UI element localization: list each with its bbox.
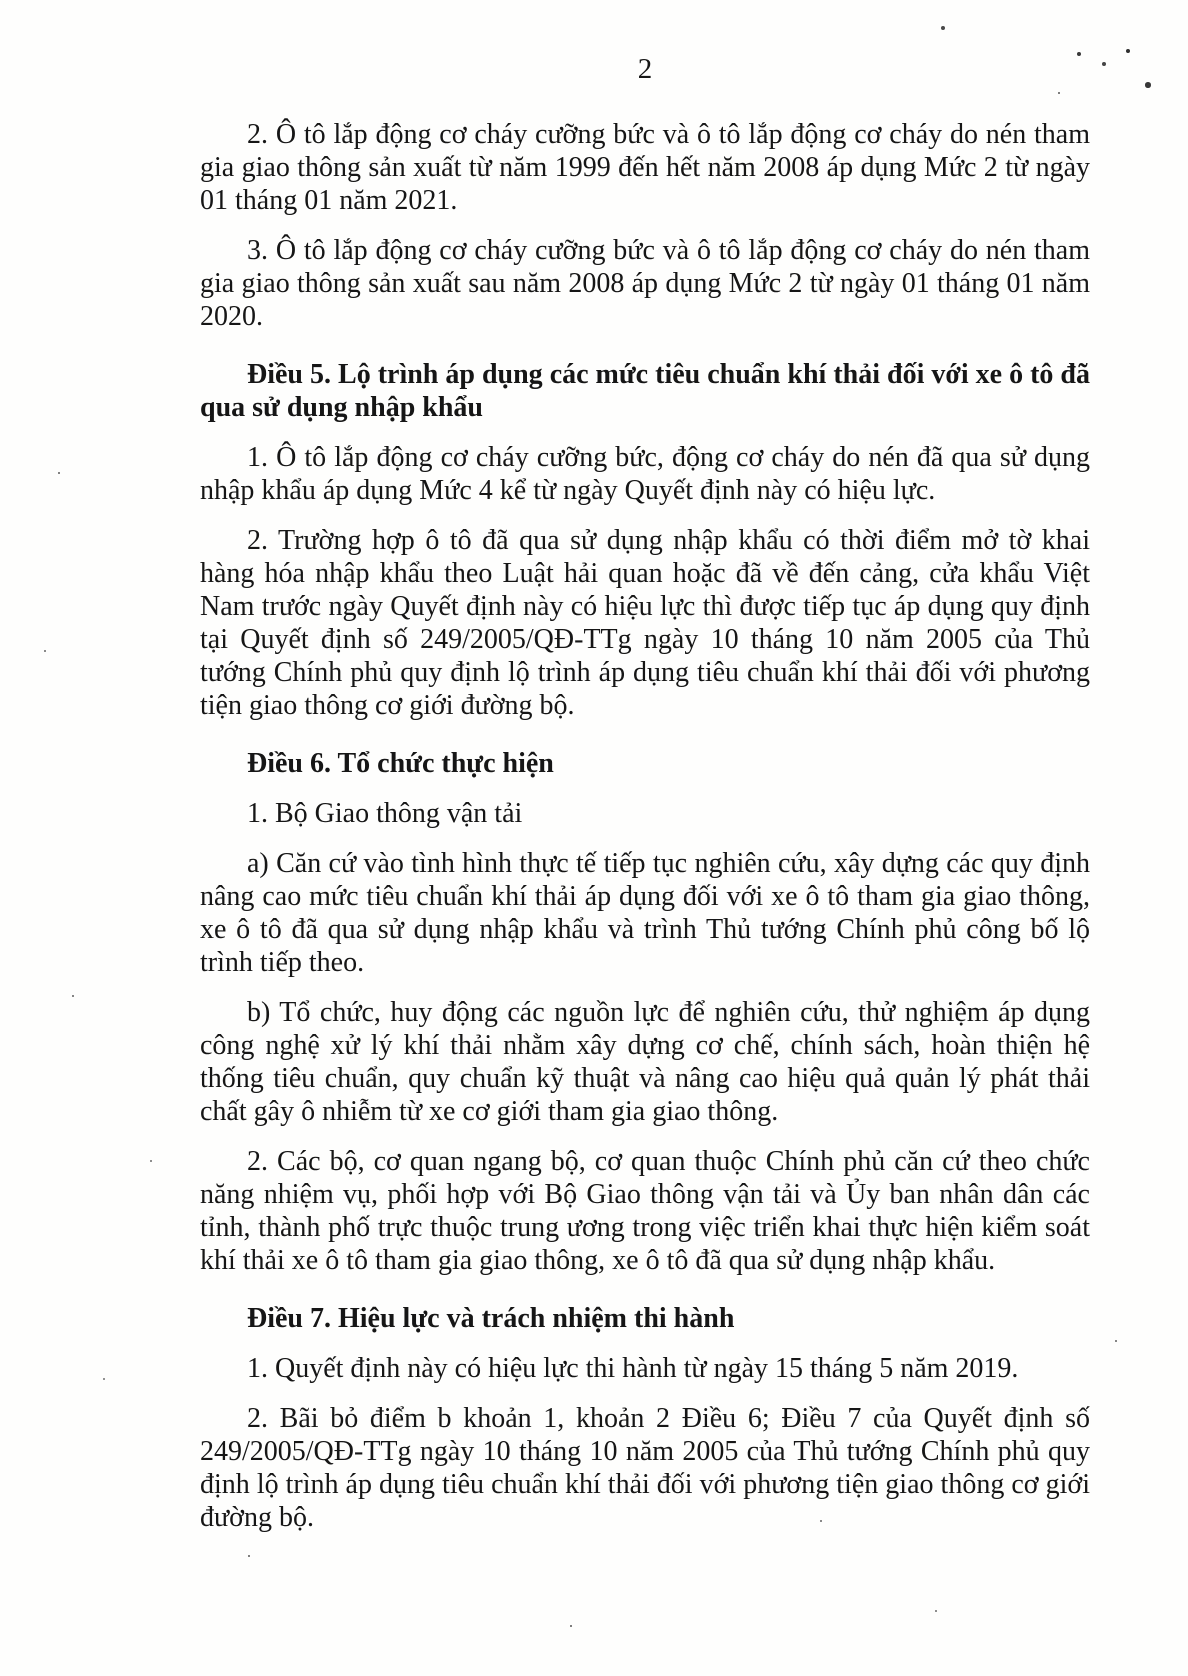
paragraph-clause-2-article-4: 2. Ô tô lắp động cơ cháy cưỡng bức và ô tô lắp động cơ cháy do nén tham gia giao thông sản xuất từ năm 1999 đến hết năm 2008 áp dụng Mức 2 từ ngày 01 tháng 01 năm 2021. xyxy=(200,119,1090,216)
paragraph-article-6-point-a: a) Căn cứ vào tình hình thực tế tiếp tục nghiên cứu, xây dựng các quy định nâng cao mức tiêu chuẩn khí thải áp dụng đối với xe ô tô tham gia giao thông, xe ô tô đã qua sử dụng nhập khẩu và trình Thủ tướng Chính phủ công bố lộ trình tiếp theo. xyxy=(200,848,1090,978)
article-7-heading: Điều 7. Hiệu lực và trách nhiệm thi hành xyxy=(247,1303,735,1334)
paragraph-clause-3-article-4: 3. Ô tô lắp động cơ cháy cưỡng bức và ô tô lắp động cơ cháy do nén tham gia giao thông sản xuất sau năm 2008 áp dụng Mức 2 từ ngày 01 tháng 01 năm 2020. xyxy=(200,235,1090,332)
scan-artifacts xyxy=(0,0,2,2)
document-body xyxy=(200,118,1090,1534)
article-5-heading: Điều 5. Lộ trình áp dụng các mức tiêu chuẩn khí thải đối với xe ô tô đã qua sử dụng nhập khẩu xyxy=(200,359,1090,423)
paragraph-article-6-clause-1: 1. Bộ Giao thông vận tải xyxy=(247,798,523,829)
paragraph-article-5-clause-2: 2. Trường hợp ô tô đã qua sử dụng nhập khẩu có thời điểm mở tờ khai hàng hóa nhập khẩu theo Luật hải quan hoặc đã về đến cảng, cửa khẩu Việt Nam trước ngày Quyết định này có hiệu lực thì được tiếp tục áp dụng quy định tại Quyết định số 249/2005/QĐ-TTg ngày 10 tháng 10 năm 2005 của Thủ tướng Chính phủ quy định lộ trình áp dụng tiêu chuẩn khí thải đối với phương tiện giao thông cơ giới đường bộ. xyxy=(200,525,1090,721)
paragraph-article-6-clause-2: 2. Các bộ, cơ quan ngang bộ, cơ quan thuộc Chính phủ căn cứ theo chức năng nhiệm vụ, phối hợp với Bộ Giao thông vận tải và Ủy ban nhân dân các tỉnh, thành phố trực thuộc trung ương trong việc triển khai thực hiện kiểm soát khí thải xe ô tô tham gia giao thông, xe ô tô đã qua sử dụng nhập khẩu. xyxy=(200,1146,1090,1276)
page-number: 2 xyxy=(637,53,653,85)
paragraph-article-5-clause-1: 1. Ô tô lắp động cơ cháy cưỡng bức, động cơ cháy do nén đã qua sử dụng nhập khẩu áp dụng Mức 4 kể từ ngày Quyết định này có hiệu lực. xyxy=(200,442,1090,506)
paragraph-article-7-clause-2: 2. Bãi bỏ điểm b khoản 1, khoản 2 Điều 6; Điều 7 của Quyết định số 249/2005/QĐ-TTg ngày 10 tháng 10 năm 2005 của Thủ tướng Chính phủ quy định lộ trình áp dụng tiêu chuẩn khí thải đối với phương tiện giao thông cơ giới đường bộ. xyxy=(200,1403,1090,1533)
paragraph-article-7-clause-1: 1. Quyết định này có hiệu lực thi hành từ ngày 15 tháng 5 năm 2019. xyxy=(247,1353,1019,1384)
paragraph-article-6-point-b: b) Tổ chức, huy động các nguồn lực để nghiên cứu, thử nghiệm áp dụng công nghệ xử lý khí thải nhằm xây dựng cơ chế, chính sách, hoàn thiện hệ thống tiêu chuẩn, quy chuẩn kỹ thuật và nâng cao hiệu quả quản lý phát thải chất gây ô nhiễm từ xe cơ giới tham gia giao thông. xyxy=(200,997,1090,1127)
article-6-heading: Điều 6. Tổ chức thực hiện xyxy=(247,748,554,779)
